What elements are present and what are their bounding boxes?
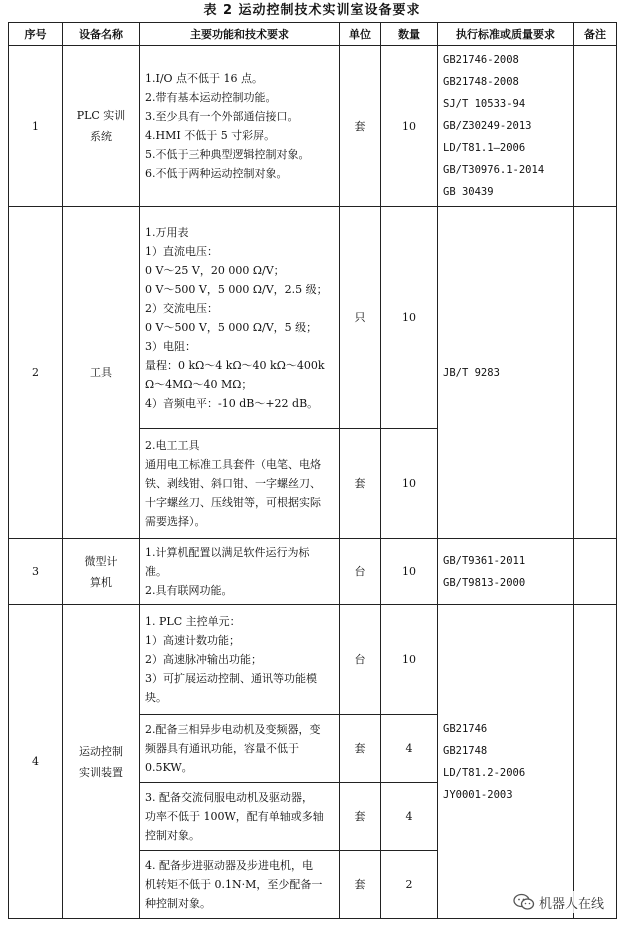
header-unit: 单位 bbox=[340, 23, 381, 46]
qty-cell: 4 bbox=[381, 783, 438, 851]
row-number: 4 bbox=[9, 605, 63, 919]
row-number: 1 bbox=[9, 46, 63, 207]
qty-cell: 10 bbox=[381, 605, 438, 715]
requirement-line: 2.电工工具 bbox=[145, 439, 200, 452]
requirements-cell bbox=[140, 429, 340, 539]
requirements-cell bbox=[140, 207, 340, 429]
table-row bbox=[9, 605, 617, 715]
requirements-cell bbox=[140, 715, 340, 783]
device-name-line: 运动控制 bbox=[79, 744, 123, 758]
standard-line: JY0001-2003 bbox=[443, 788, 513, 801]
qty-cell: 2 bbox=[381, 851, 438, 919]
device-name-line: 实训装置 bbox=[79, 765, 123, 779]
requirement-line: 2）高速脉冲输出功能； bbox=[145, 653, 262, 666]
qty-cell: 10 bbox=[381, 46, 438, 207]
requirement-line: 种控制对象。 bbox=[145, 897, 211, 910]
standard-line: GB21746-2008 bbox=[443, 54, 519, 66]
unit-cell: 台 bbox=[340, 605, 381, 715]
device-name-line: 算机 bbox=[90, 575, 112, 589]
requirement-line: 0 V～500 V，5 000 Ω/V，2.5 级； bbox=[145, 282, 328, 296]
requirement-line: 6.不低于两种运动控制对象。 bbox=[145, 167, 288, 180]
requirement-line: 1. PLC 主控单元： bbox=[145, 615, 241, 628]
requirement-line: 3.至少具有一个外部通信接口。 bbox=[145, 110, 299, 123]
qty-cell: 4 bbox=[381, 715, 438, 783]
requirement-line: 块。 bbox=[145, 691, 167, 704]
table-row bbox=[9, 539, 617, 605]
requirement-line: 频器具有通讯功能，容量不低于 bbox=[145, 742, 299, 755]
requirement-line: 2.具有联网功能。 bbox=[145, 584, 233, 597]
remarks-cell bbox=[574, 46, 617, 207]
requirement-line: 3）电阻： bbox=[145, 339, 196, 353]
header-standard: 执行标准或质量要求 bbox=[438, 23, 574, 46]
unit-cell: 台 bbox=[340, 539, 381, 605]
requirement-line: 3）可扩展运动控制、通讯等功能模 bbox=[145, 672, 317, 685]
requirement-line: 机转矩不低于 0.1N·M，至少配备一 bbox=[145, 878, 323, 891]
qty-cell: 10 bbox=[381, 429, 438, 539]
requirement-line: Ω～4MΩ～40 MΩ； bbox=[145, 377, 253, 391]
standard-line: GB 30439 bbox=[443, 186, 494, 198]
qty-cell: 10 bbox=[381, 207, 438, 429]
header-row bbox=[9, 23, 617, 46]
device-name-line: 微型计 bbox=[84, 554, 118, 568]
requirement-line: 1）直流电压： bbox=[145, 244, 218, 258]
requirement-line: 2）交流电压： bbox=[145, 301, 218, 315]
standard-line: LD/T81.1—2006 bbox=[443, 142, 526, 154]
requirement-line: 0 V～25 V，20 000 Ω/V； bbox=[145, 263, 285, 277]
standard-cell bbox=[438, 539, 574, 605]
requirements-cell bbox=[140, 783, 340, 851]
standard-line: LD/T81.2-2006 bbox=[443, 766, 526, 779]
standard-line: GB/T9813-2000 bbox=[443, 576, 526, 589]
unit-cell: 只 bbox=[340, 207, 381, 429]
device-name bbox=[63, 207, 140, 539]
unit-cell: 套 bbox=[340, 429, 381, 539]
header-no: 序号 bbox=[9, 23, 63, 46]
standard-line: GB/T30976.1-2014 bbox=[443, 164, 545, 176]
requirement-line: 需要选择）。 bbox=[145, 515, 206, 528]
requirement-line: 1.计算机配置以满足软件运行为标 bbox=[145, 546, 310, 559]
requirement-line: 1.I/O 点不低于 16 点。 bbox=[145, 72, 264, 85]
requirement-line: 1.万用表 bbox=[145, 225, 189, 239]
header-remarks: 备注 bbox=[574, 23, 617, 46]
table-title: 表 2 运动控制技术实训室设备要求 bbox=[203, 3, 421, 18]
watermark-text: 机器人在线 bbox=[538, 896, 604, 912]
requirement-line: 2.带有基本运动控制功能。 bbox=[145, 91, 277, 104]
requirement-line: 铁、剥线钳、斜口钳、一字螺丝刀、 bbox=[145, 477, 321, 490]
device-name bbox=[63, 539, 140, 605]
requirement-line: 1）高速计数功能； bbox=[145, 634, 240, 647]
equipment-table bbox=[8, 22, 617, 919]
requirement-line: 0.5KW。 bbox=[145, 761, 193, 774]
requirement-line: 准。 bbox=[145, 565, 167, 578]
remarks-cell bbox=[574, 605, 617, 919]
standard-line: GB21748-2008 bbox=[443, 76, 519, 88]
table-body bbox=[9, 46, 617, 919]
unit-cell: 套 bbox=[340, 851, 381, 919]
header-qty: 数量 bbox=[381, 23, 438, 46]
requirement-line: 0 V～500 V，5 000 Ω/V，5 级； bbox=[145, 320, 318, 334]
standard-line: JB/T 9283 bbox=[443, 366, 500, 379]
standard-cell bbox=[438, 605, 574, 919]
requirements-cell bbox=[140, 539, 340, 605]
row-number: 3 bbox=[9, 539, 63, 605]
requirements-cell bbox=[140, 46, 340, 207]
requirement-line: 功率不低于 100W，配有单轴或多轴 bbox=[145, 810, 324, 823]
remarks-cell bbox=[574, 207, 617, 539]
qty-cell: 10 bbox=[381, 539, 438, 605]
requirement-line: 控制对象。 bbox=[145, 829, 200, 842]
standard-line: GB/T9361-2011 bbox=[443, 554, 526, 567]
requirement-line: 4）音频电平：-10 dB～+22 dB。 bbox=[145, 396, 319, 410]
table-row bbox=[9, 207, 617, 429]
requirements-cell bbox=[140, 851, 340, 919]
table-row bbox=[9, 46, 617, 207]
requirement-line: 通用电工标准工具套件（电笔、电烙 bbox=[145, 458, 321, 471]
device-name-line: PLC 实训 bbox=[76, 109, 126, 122]
device-name-line: 系统 bbox=[90, 130, 112, 143]
standard-line: GB21748 bbox=[443, 744, 488, 757]
requirement-line: 2.配备三相异步电动机及变频器，变 bbox=[145, 723, 321, 736]
remarks-cell bbox=[574, 539, 617, 605]
requirement-line: 4. 配备步进驱动器及步进电机，电 bbox=[145, 859, 313, 872]
device-name bbox=[63, 46, 140, 207]
requirement-line: 5.不低于三种典型逻辑控制对象。 bbox=[145, 148, 310, 161]
requirement-line: 4.HMI 不低于 5 寸彩屏。 bbox=[145, 129, 276, 142]
requirement-line: 3. 配备交流伺服电动机及驱动器， bbox=[145, 791, 313, 804]
header-requirements: 主要功能和技术要求 bbox=[140, 23, 340, 46]
device-name-line: 工具 bbox=[90, 366, 112, 379]
standard-cell bbox=[438, 46, 574, 207]
standard-line: GB/Z30249-2013 bbox=[443, 120, 532, 132]
header-name: 设备名称 bbox=[63, 23, 140, 46]
unit-cell: 套 bbox=[340, 715, 381, 783]
requirements-cell bbox=[140, 605, 340, 715]
requirement-line: 十字螺丝刀、压线钳等，可根据实际 bbox=[145, 496, 321, 509]
wechat-logo-icon bbox=[513, 893, 535, 911]
standard-line: SJ/T 10533-94 bbox=[443, 98, 526, 110]
standard-line: GB21746 bbox=[443, 722, 488, 735]
watermark bbox=[511, 891, 606, 913]
row-number: 2 bbox=[9, 207, 63, 539]
device-name bbox=[63, 605, 140, 919]
standard-cell bbox=[438, 207, 574, 539]
requirement-line: 量程：0 kΩ～4 kΩ～40 kΩ～400k bbox=[145, 358, 325, 372]
unit-cell: 套 bbox=[340, 783, 381, 851]
unit-cell: 套 bbox=[340, 46, 381, 207]
